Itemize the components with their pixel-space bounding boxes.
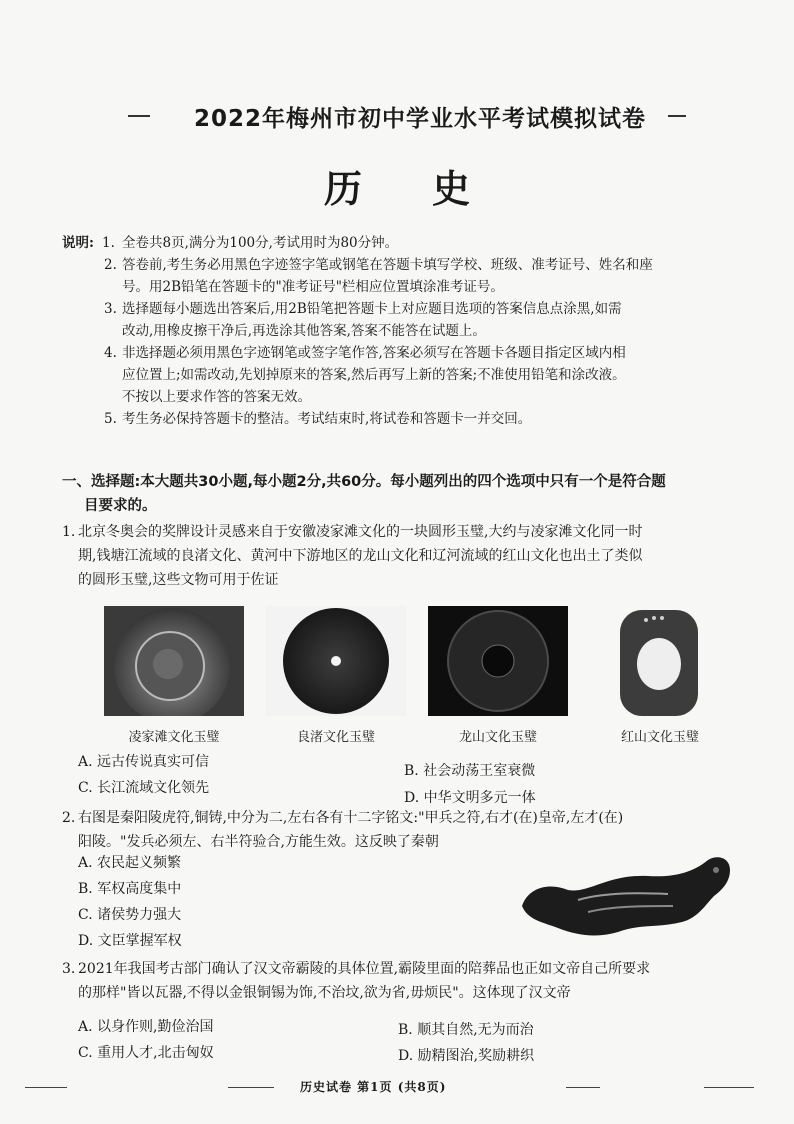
q1-option-b: B. 社会动荡王室衰微 [404,763,536,779]
jade-disc-image [590,606,730,716]
q3-option-c: C. 重用人才,北击匈奴 [78,1045,214,1061]
question-3 [62,957,772,1005]
instructions-label: 说明: [62,235,94,251]
artifact-longshan [428,606,568,745]
q2-option-a: A. 农民起义频繁 [78,855,182,871]
instruction-item: 3. 选择题每小题选出答案后,用2B铅笔把答题卡上对应题目选项的答案信息点涂黑,如需 改动,用橡皮擦干净后,再选涂其他答案,答案不能答在试题上。 [104,301,622,339]
q3-option-d: D. 励精图治,奖励耕织 [398,1048,535,1064]
q2-option-b: B. 军权高度集中 [78,881,182,897]
q2-option-d: D. 文臣掌握军权 [78,933,182,949]
instruction-item: 4. 非选择题必须用黑色字迹钢笔或签字笔作答,答案必须写在答题卡各题目指定区域内相 应位置上;如需改动,先划掉原来的答案,然后再写上新的答案;不准使用铅笔和涂改液。 不按以上要求作答的答案无效。 [104,345,626,405]
subject-title: 历史 [323,167,540,211]
section-heading: 一、选择题:本大题共30小题,每小题2分,共60分。每小题列出的四个选项中只有一个是符合题 目要求的。 [62,474,666,514]
jade-disc-image [428,606,568,716]
header-rule-right [668,115,686,117]
jade-disc-image [104,606,244,716]
instruction-item: 2. 答卷前,考生务必用黑色字迹签字笔或钢笔在答题卡填写学校、班级、准考证号、姓名和座 号。用2B铅笔在答题卡的"准考证号"栏相应位置填涂准考证号。 [104,257,653,295]
artifact-lingjiatan [104,606,244,745]
caption-hongshan: 红山文化玉璧 [620,730,699,745]
footer-rule [704,1087,754,1088]
q1-option-d: D. 中华文明多元一体 [404,790,536,806]
footer-page-info: 历史试卷 第1页 (共8页) [300,1080,447,1094]
caption-lingjiatan: 凌家滩文化玉璧 [128,730,220,745]
q3-option-a: A. 以身作则,勤俭治国 [78,1019,214,1035]
exam-title: 2022年梅州市初中学业水平考试模拟试卷 [193,106,646,132]
q2-option-c: C. 诸侯势力强大 [78,907,182,923]
q1-option-a: A. 远古传说真实可信 [78,754,210,770]
q3-option-b: B. 顺其自然,无为而治 [398,1022,534,1038]
question-2 [62,806,772,854]
footer-rule [566,1087,600,1088]
page-footer [0,1078,794,1098]
caption-liangzhu: 良渚文化玉璧 [296,730,375,745]
footer-rule [228,1087,274,1088]
artifact-hongshan [590,606,730,745]
instruction-item: 5. 考生务必保持答题卡的整洁。考试结束时,将试卷和答题卡一并交回。 [104,411,532,427]
q1-option-c: C. 长江流域文化领先 [78,780,210,796]
footer-rule [25,1087,67,1088]
header-rule-left [128,115,150,117]
question-stem: 3. 2021年我国考古部门确认了汉文帝霸陵的具体位置,霸陵里面的陪葬品也正如文帝自己所要求 的那样"皆以瓦器,不得以金银铜锡为饰,不治坟,欲为省,毋烦民"。这体现了汉文帝 [62,961,651,1001]
artifact-liangzhu [266,606,406,745]
caption-longshan: 龙山文化玉璧 [458,730,537,745]
question-1 [62,520,772,592]
instruction-item: 1. 全卷共8页,满分为100分,考试用时为80分钟。 [102,235,399,251]
question-stem: 1. 北京冬奥会的奖牌设计灵感来自于安徽凌家滩文化的一块圆形玉璧,大约与凌家滩文化同一时 期,钱塘江流域的良渚文化、黄河中下游地区的龙山文化和辽河流域的红山文化也出土了类似 的圆形玉璧,这些文物可用于佐证 [62,524,643,588]
instructions [62,232,762,430]
question-stem: 2. 右图是秦阳陵虎符,铜铸,中分为二,左右各有十二字铭文:"甲兵之符,右才(在)皇帝,左才(在) 阳陵。"发兵必须左、右半符验合,方能生效。这反映了秦朝 [62,810,624,850]
jade-disc-image [266,606,406,716]
tiger-tally-image [518,848,736,940]
